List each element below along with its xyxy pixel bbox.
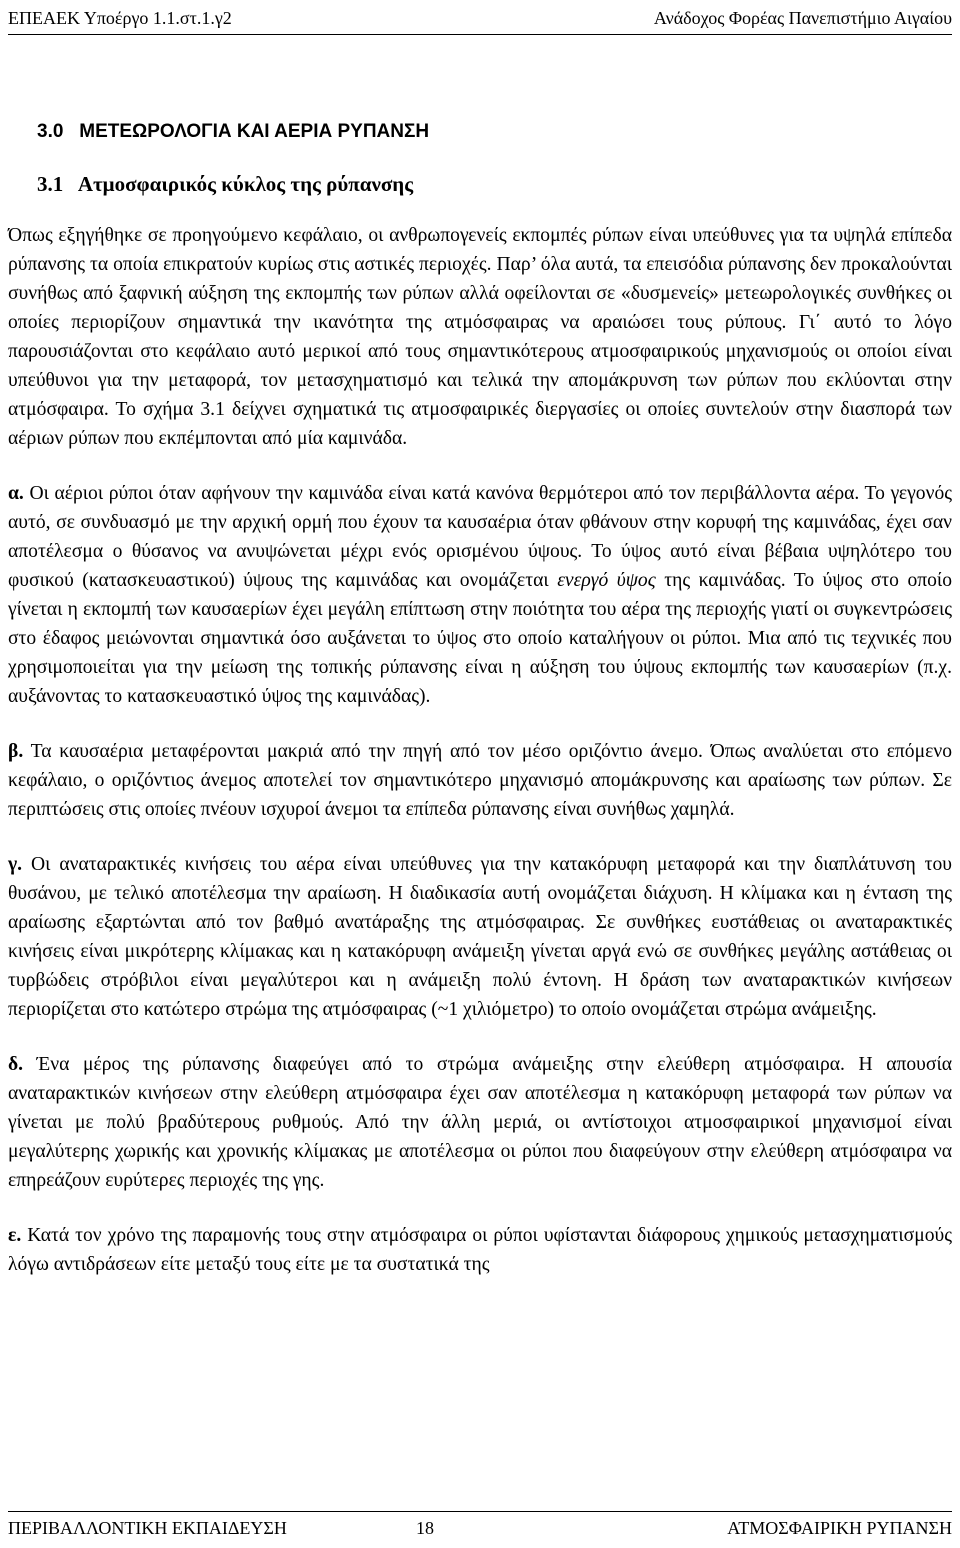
page-number: 18 [416, 1518, 434, 1538]
document-body [8, 112, 952, 1279]
paragraph-a [8, 479, 952, 711]
paragraph-e-label: ε. [8, 1225, 22, 1246]
header-divider [8, 34, 952, 35]
page-footer [8, 1516, 952, 1544]
paragraph-a-text-1: Οι αέριοι ρύποι όταν αφήνουν την καμινάδα είναι κατά κανόνα θερμότεροι από τον περιβάλλοντα αέρα. Το γεγονός αυτό, σε συνδυασμό με την αρχική ορμή που έχουν τα καυσαέρια όταν φθάνουν στην κορυφή της καμινάδας, έχει σαν αποτέλεσμα ο θύσανος να ανυψώνεται μέχρι ενός ορισμένου ύψους. Το ύψος αυτό είναι βέβαια υψηλότερο του φυσικού (κατασκευαστικού) ύψους της καμινάδας και ονομάζεται [8, 483, 952, 591]
paragraph-e-text: Κατά τον χρόνο της παραμονής τους στην ατμόσφαιρα οι ρύποι υφίστανται διάφορους χημικούς μετασχηματισμούς λόγω αντιδράσεων είτε μεταξύ τους είτε με τα συστατικά της [8, 1225, 952, 1275]
paragraph-b [8, 737, 952, 824]
paragraph-a-emphasis: ενεργό ύψος [557, 570, 656, 591]
paragraph-b-label: β. [8, 741, 24, 762]
paragraph-c-label: γ. [8, 854, 23, 875]
footer-chapter-title: ΑΤΜΟΣΦΑΙΡΙΚΗ ΡΥΠΑΝΣΗ [727, 1518, 952, 1538]
footer-divider [8, 1511, 952, 1512]
page-header [8, 6, 952, 32]
paragraph-d [8, 1050, 952, 1195]
intro-paragraph: Όπως εξηγήθηκε σε προηγούμενο κεφάλαιο, οι ανθρωπογενείς εκπομπές ρύπων είναι υπεύθυνες για τα υψηλά επίπεδα ρύπανσης τα οποία επικρατούν κυρίως στις αστικές περιοχές. Παρ’ όλα αυτά, τα επεισόδια ρύπανσης δεν προκαλούνται συνήθως από ξαφνική αύξηση της εκπομπής των ρύπων αλλά οφείλονται σε «δυσμενείς» μετεωρολογικές συνθήκες οι οποίες περιορίζουν σημαντικά την ικανότητα της ατμόσφαιρας να αραιώσει τους ρύπους. Γι΄ αυτό το λόγο παρουσιάζονται στο κεφάλαιο αυτό μερικοί από τους σημαντικότερους ατμοσφαιρικούς μηχανισμούς οι οποίοι είναι υπεύθυνοι για την μεταφορά, τον μετασχηματισμό και τελικά την απομάκρυνση των ρύπων που εκλύονται στην ατμόσφαιρα. Το σχήμα 3.1 δείχνει σχηματικά τις ατμοσφαιρικές διεργασίες οι οποίες συντελούν στην διασπορά των αέριων ρύπων που εκπέμπονται από μία καμινάδα. [8, 225, 952, 449]
header-contractor: Ανάδοχος Φορέας Πανεπιστήμιο Αιγαίου [653, 8, 952, 28]
chapter-title: 3.0 ΜΕΤΕΩΡΟΛΟΓΙΑ ΚΑΙ ΑΕΡΙΑ ΡΥΠΑΝΣΗ [37, 121, 430, 142]
paragraph-a-text-2: της καμινάδας. Το ύψος στο οποίο γίνεται η εκπομπή των καυσαερίων έχει μεγάλη επίπτωση στην ποιότητα του αέρα της περιοχής γιατί οι συγκεντρώσεις στο έδαφος μειώνονται σημαντικά όσο αυξάνεται το ύψος στο οποίο καταλήγουν οι ρύποι. Μια από τις τεχνικές που χρησιμοποιείται για την μείωση της τοπικής ρύπανσης είναι η αύξηση του ύψους εκπομπής των καυσαερίων (π.χ. αυξάνοντας το κατασκευαστικό ύψος της καμινάδας). [8, 570, 952, 707]
paragraph-c-text: Οι αναταρακτικές κινήσεις του αέρα είναι υπεύθυνες για την κατακόρυφη μεταφορά και την διαπλάτυνση του θυσάνου, με τελικό αποτέλεσμα την αραίωση. Η διαδικασία αυτή ονομάζεται διάχυση. Η κλίμακα και η ένταση της αραίωσης εξαρτώνται από τον βαθμό ανατάραξης της ατμόσφαιρας. Σε συνθήκες ευστάθειας οι αναταρακτικές κινήσεις είναι μικρότερης κλίμακας και η κατακόρυφη ανάμειξη γίνεται αργά ενώ σε συνθήκες μεγάλης αστάθειας οι τυρβώδεις στρόβιλοι είναι μεγαλύτεροι και η ανάμειξη πολύ έντονη. Η δράση των αναταρακτικών κινήσεων περιορίζεται στο κατώτερο στρώμα της ατμόσφαιρας (~1 χιλιόμετρο) το οποίο ονομάζεται στρώμα ανάμειξης. [8, 854, 952, 1020]
paragraph-b-text: Τα καυσαέρια μεταφέρονται μακριά από την πηγή από τον μέσο οριζόντιο άνεμο. Όπως αναλύεται στο επόμενο κεφάλαιο, ο οριζόντιος άνεμος αποτελεί τον σημαντικότερο μηχανισμό απομάκρυνσης και αραίωσης των ρύπων. Σε περιπτώσεις στις οποίες πνέουν ισχυροί άνεμοι τα επίπεδα ρύπανσης είναι συνήθως χαμηλά. [8, 741, 952, 820]
section-title: 3.1 Ατμοσφαιρικός κύκλος της ρύπανσης [37, 172, 414, 196]
footer-course-title: ΠΕΡΙΒΑΛΛΟΝΤΙΚΗ ΕΚΠΑΙΔΕΥΣΗ [8, 1518, 287, 1538]
paragraph-d-label: δ. [8, 1054, 24, 1075]
header-project-code: ΕΠΕΑΕΚ Υποέργο 1.1.στ.1.γ2 [8, 8, 232, 28]
paragraph-d-text: Ένα μέρος της ρύπανσης διαφεύγει από το στρώμα ανάμειξης στην ελεύθερη ατμόσφαιρα. Η απουσία αναταρακτικών κινήσεων στην ελεύθερη ατμόσφαιρα έχει σαν αποτέλεσμα η κατακόρυφη μεταφορά των ρύπων να γίνεται με πολύ βραδύτερους ρυθμούς. Από την άλλη μεριά, οι αντίστοιχοι ατμοσφαιρικοί μηχανισμοί είναι μεγαλύτερης χωρικής και χρονικής κλίμακας με αποτέλεσμα οι ρύποι που διαφεύγουν στην ελεύθερη ατμόσφαιρα να επηρεάζουν ευρύτερες περιοχές της γης. [8, 1054, 952, 1191]
paragraph-e [8, 1221, 952, 1279]
paragraph-a-label: α. [8, 483, 24, 504]
paragraph-c [8, 850, 952, 1024]
